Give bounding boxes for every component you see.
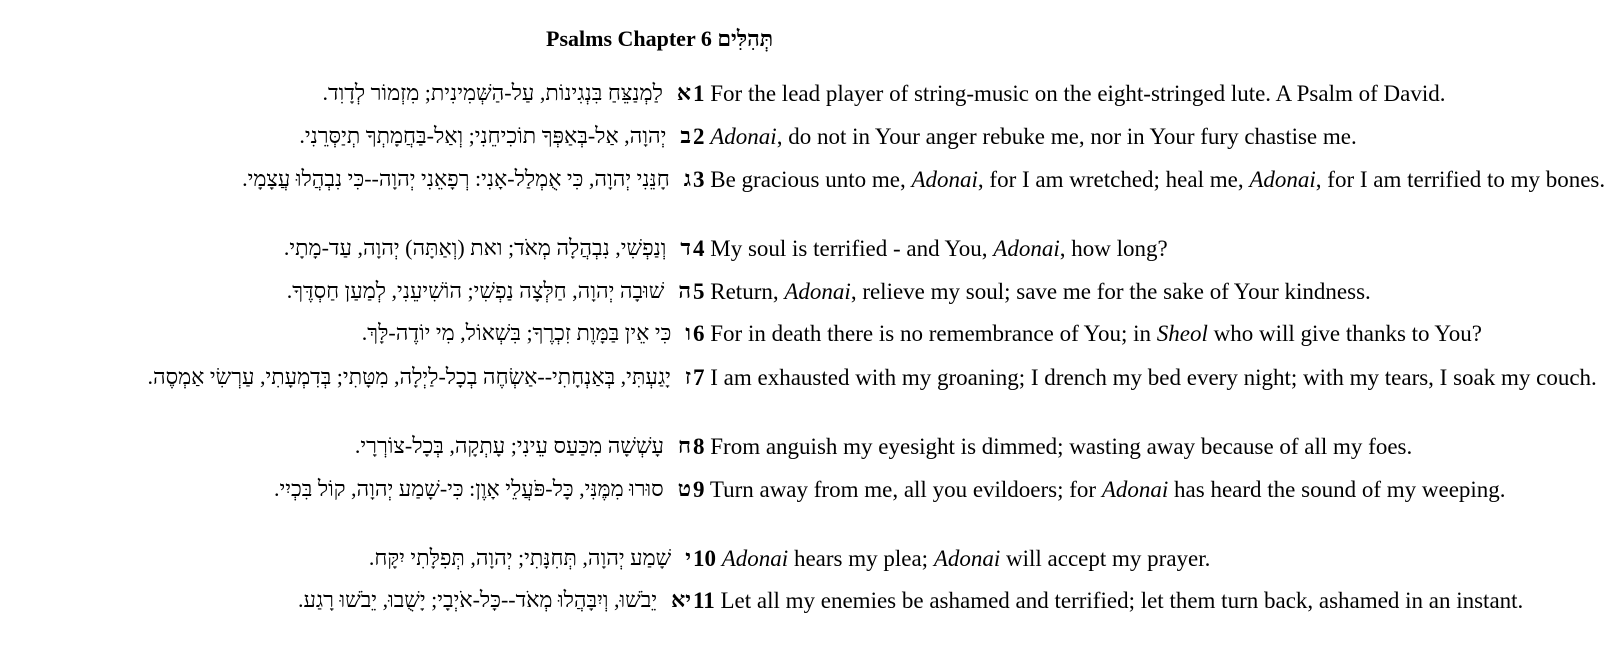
verse-number: 5 xyxy=(693,279,705,304)
hebrew-verse-text xyxy=(274,476,691,502)
hebrew-verse-text xyxy=(147,364,691,390)
verse-number: 7 xyxy=(693,365,705,390)
hebrew-verse-letter: ו xyxy=(685,320,691,345)
hebrew-verse-text xyxy=(284,235,691,261)
italic-term: Adonai xyxy=(911,167,978,192)
italic-term: Adonai xyxy=(993,236,1060,261)
english-text-run: From anguish my eyesight is dimmed; wasting away because of all my foes. xyxy=(710,434,1413,459)
english-text-run: , for I am terrified to my bones. xyxy=(1315,167,1606,192)
verse-number: 9 xyxy=(693,477,705,502)
english-text-run: , how long? xyxy=(1059,236,1168,261)
english-text-run: Be gracious unto me, xyxy=(710,167,912,192)
verse-number: 3 xyxy=(693,167,705,192)
hebrew-verse-letter: ה xyxy=(678,278,691,303)
italic-term: Adonai xyxy=(784,279,851,304)
hebrew-verse-content: יְהוָה, אַל-בְּאַפְּךָ תוֹכִיחֵנִי; וְאַל-בַּחֲמָתְךָ תְיַסְּרֵנִי. xyxy=(299,123,667,148)
english-text-run: has heard the sound of my weeping. xyxy=(1168,477,1506,502)
italic-term: Adonai xyxy=(933,546,1001,571)
hebrew-verse-text xyxy=(369,545,691,571)
verse-number: 8 xyxy=(693,434,705,459)
english-verse-text xyxy=(693,278,1608,305)
english-verse-content xyxy=(722,546,1211,571)
hebrew-verse-content: וְנַפְשִׁי, נִבְהֲלָה מְאֹד; ואת (וְאַתָּה) יְהוָה, עַד-מָתָי. xyxy=(283,235,667,260)
english-text-run: who will give thanks to You? xyxy=(1207,321,1482,346)
verse-number: 10 xyxy=(693,546,716,571)
verse-number: 4 xyxy=(693,236,705,261)
english-text-run: , relieve my soul; save me for the sake of Your kindness. xyxy=(850,279,1371,304)
italic-term: Adonai xyxy=(1101,477,1169,502)
hebrew-verse-letter: י xyxy=(685,545,691,570)
hebrew-verse-content: עָשְׁשָׁה מִכַּעַס עֵינִי; עָתְקָה, בְּכָל-צוֹרְרָי. xyxy=(354,433,664,458)
hebrew-verse-letter: ג xyxy=(683,166,691,191)
hebrew-verse-content: לַמְנַצֵּחַ בִּנְגִינוֹת, עַל-הַשְּׁמִינִית; מִזְמוֹר לְדָוִד. xyxy=(322,80,663,105)
hebrew-verse-content: יָגַעְתִּי, בְּאַנְחָתִי--אַשְׂחֶה בְכָל-לַיְלָה, מִטָּתִי; בְּדִמְעָתִי, עַרְשִׂי אַמְסֶה. xyxy=(147,364,671,389)
english-verse-content xyxy=(710,279,1371,304)
verse-number: 1 xyxy=(693,81,705,106)
english-text-run: , for I am wretched; heal me, xyxy=(977,167,1250,192)
english-verse-text xyxy=(693,587,1608,614)
english-text-run: hears my plea; xyxy=(788,546,934,571)
hebrew-verse-content: שׁוּבָה יְהוָה, חַלְּצָה נַפְשִׁי; הוֹשִׁיעֵנִי, לְמַעַן חַסְדֶּךָ. xyxy=(286,278,665,303)
english-verse-content xyxy=(710,167,1605,192)
english-text-run: Return, xyxy=(710,279,785,304)
english-verse-content xyxy=(710,321,1482,346)
english-verse-content xyxy=(710,477,1506,502)
hebrew-verse-letter: ז xyxy=(684,364,691,389)
hebrew-verse-letter: ח xyxy=(677,433,691,458)
hebrew-verse-content: שָׁמַע יְהוָה, תְּחִנָּתִי; יְהוָה, תְּפִלָּתִי יִקָּח. xyxy=(368,545,672,570)
hebrew-verse-text xyxy=(299,123,691,149)
page-title xyxy=(546,26,773,52)
italic-term: Sheol xyxy=(1156,321,1208,346)
english-verse-text xyxy=(693,166,1608,193)
italic-term: Adonai xyxy=(1249,167,1316,192)
hebrew-verse-text xyxy=(323,80,691,106)
hebrew-verse-text xyxy=(242,166,691,192)
english-text-run: I am exhausted with my groaning; I drench my bed every night; with my tears, I soak my couch. xyxy=(710,365,1597,390)
english-verse-content xyxy=(710,434,1412,459)
title-english: Psalms Chapter 6 xyxy=(546,26,712,51)
verse-number: 2 xyxy=(693,124,705,149)
hebrew-verse-content: יֵבֹשׁוּ, וְיִבָּהֲלוּ מְאֹד--כָּל-אֹיְבָי; יָשֻׁבוּ, יֵבֹשׁוּ רָגַע. xyxy=(297,587,658,612)
title-hebrew: תְּהִלִּים xyxy=(717,26,774,51)
italic-term: Adonai xyxy=(710,124,777,149)
english-verse-content xyxy=(720,588,1523,613)
english-verse-content xyxy=(710,124,1356,149)
english-verse-content xyxy=(710,81,1445,106)
verse-number: 11 xyxy=(693,588,715,613)
english-verse-text xyxy=(693,476,1608,503)
english-verse-text xyxy=(693,320,1608,347)
hebrew-verse-letter: יא xyxy=(671,587,691,612)
english-verse-text xyxy=(693,545,1608,572)
hebrew-verse-letter: ב xyxy=(680,123,691,148)
hebrew-verse-text xyxy=(355,433,691,459)
hebrew-verse-content: חָנֵּנִי יְהוָה, כִּי אֻמְלַל-אָנִי: רְפָאֵנִי יְהוָה--כִּי נִבְהֲלוּ עֲצָמָי. xyxy=(242,166,670,191)
english-text-run: My soul is terrified - and You, xyxy=(710,236,994,261)
english-verse-content xyxy=(710,365,1597,390)
english-text-run: Turn away from me, all you evildoers; for xyxy=(709,477,1102,502)
hebrew-verse-letter: ד xyxy=(680,235,691,260)
hebrew-verse-text xyxy=(362,320,691,346)
english-verse-text xyxy=(693,80,1608,107)
english-text-run: For the lead player of string-music on the eight-stringed lute. A Psalm of David. xyxy=(710,81,1446,106)
english-verse-text xyxy=(693,123,1608,150)
hebrew-verse-text xyxy=(298,587,691,613)
english-text-run: For in death there is no remembrance of You; in xyxy=(710,321,1157,346)
italic-term: Adonai xyxy=(721,546,789,571)
english-verse-text xyxy=(693,364,1608,391)
verse-number: 6 xyxy=(693,321,705,346)
hebrew-verse-content: סוּרוּ מִמֶּנִּי, כָּל-פֹּעֲלֵי אָוֶן: כִּי-שָׁמַע יְהוָה, קוֹל בִּכְיִי. xyxy=(273,476,664,501)
english-text-run: Let all my enemies be ashamed and terrified; let them turn back, ashamed in an instant. xyxy=(720,588,1524,613)
english-verse-text xyxy=(693,235,1608,262)
hebrew-verse-letter: א xyxy=(676,80,691,105)
english-text-run: , do not in Your anger rebuke me, nor in Your fury chastise me. xyxy=(776,124,1357,149)
hebrew-verse-content: כִּי אֵין בַּמָּוֶת זִכְרֶךָ; בִּשְׁאוֹל, מִי יוֹדֶה-לָּךְ. xyxy=(361,320,672,345)
hebrew-verse-text xyxy=(287,278,691,304)
english-verse-content xyxy=(710,236,1167,261)
hebrew-verse-letter: ט xyxy=(677,476,691,501)
english-text-run: will accept my prayer. xyxy=(1000,546,1211,571)
english-verse-text xyxy=(693,433,1608,460)
